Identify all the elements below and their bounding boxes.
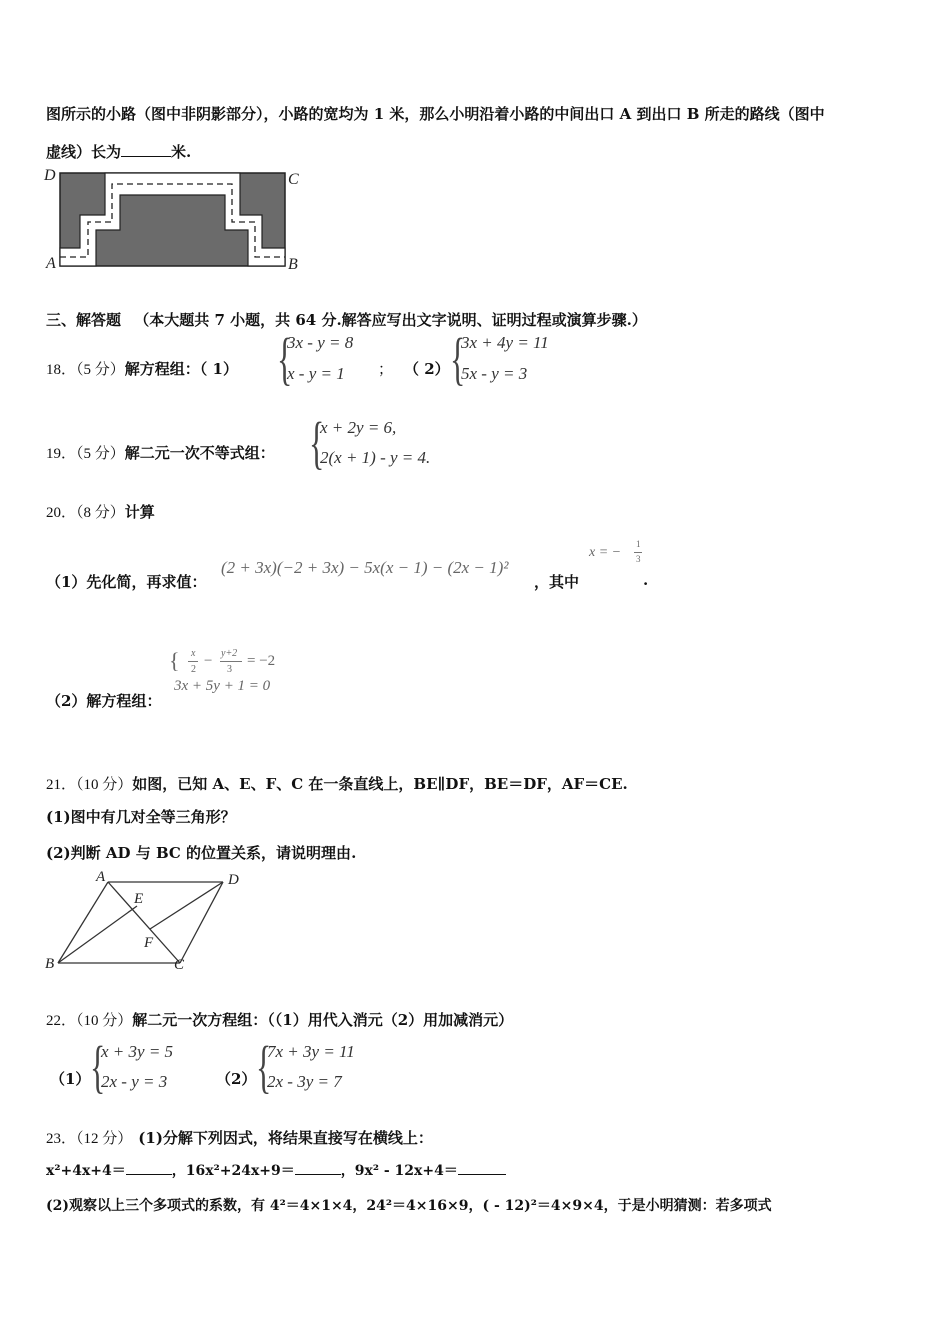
q19-score: （5 分）: [76, 446, 125, 462]
fig1-label-d: D: [44, 167, 56, 184]
q18-separator: ；: [378, 360, 394, 378]
parallelogram-figure: [40, 866, 255, 976]
q18-brace-1: {: [277, 326, 293, 391]
q19-eq2: 2(x + 1) - y = 4.: [320, 448, 431, 467]
intro-line-2-suffix: 米.: [171, 143, 192, 161]
q23-number: 23．: [46, 1131, 77, 1147]
q20-part1-label: （1）先化简，再求值：: [46, 573, 207, 591]
q22-score: （10 分）: [76, 1013, 133, 1029]
q23-blank-1: [126, 1160, 172, 1175]
q23-factor-2: ，16x²+24x+9＝: [171, 1163, 295, 1179]
q21-sub2: (2)判断 AD 与 BC 的位置关系，请说明理由.: [46, 844, 357, 862]
q18-stem: [46, 358, 238, 379]
q22-eq1a: x + 3y = 5: [101, 1042, 174, 1061]
q20-frac-den: 3: [636, 554, 641, 564]
q22-part1: （1）: [50, 1070, 91, 1088]
q20-part2-label: （2）解方程组：: [46, 692, 162, 710]
q19-label: 解二元一次不等式组：: [124, 444, 275, 462]
fig2-label-b: B: [45, 956, 55, 972]
path-figure: [40, 164, 310, 274]
fig2-label-c: C: [174, 957, 185, 973]
q22-eq1b: 2x - y = 3: [101, 1072, 168, 1091]
q20-part1-end: .: [643, 571, 649, 589]
q20-part1-where: ，其中: [534, 573, 580, 591]
q18-brace-2: {: [450, 326, 466, 391]
q22-eq2b: 2x - 3y = 7: [267, 1072, 342, 1091]
q18-eq1b: x - y = 1: [287, 364, 345, 383]
q18-number: 18．: [46, 362, 77, 378]
q20-p2-num2: y+2: [221, 648, 238, 659]
q20-p2-rhs: = −2: [247, 653, 276, 669]
q18-part1: （ 1）: [199, 360, 238, 378]
q22-part2: （2）: [216, 1070, 257, 1088]
q21-stem: [46, 773, 628, 794]
q19-eq1: x + 2y = 6,: [320, 418, 397, 437]
q23-blank-3: [458, 1160, 506, 1175]
q20-score: （8 分）: [76, 505, 125, 521]
q23-score: （12 分）: [76, 1131, 133, 1147]
q23-factor-3: ，9x² - 12x+4＝: [340, 1163, 458, 1179]
fig2-label-e: E: [134, 891, 144, 907]
fig2-label-d: D: [228, 872, 239, 888]
q21-score: （10 分）: [76, 777, 133, 793]
q19-brace: {: [309, 410, 325, 475]
q23-blank-2: [295, 1160, 341, 1175]
q18-eq2a: 3x + 4y = 11: [461, 333, 549, 352]
q20-frac-bar: [634, 552, 642, 553]
q18-label: 解方程组：: [124, 360, 200, 378]
q20-part1-x-value: [589, 545, 621, 561]
section-title: 三、解答题: [46, 311, 122, 329]
q18-score: （5 分）: [76, 362, 125, 378]
q20-x-eq: x = −: [589, 545, 622, 560]
q22-label: 解二元一次方程组：（（1）用代入消元（2）用加减消元）: [132, 1011, 514, 1029]
section-header: [46, 309, 647, 330]
q20-part2-brace: {: [169, 648, 180, 673]
q22-brace-2: {: [256, 1034, 272, 1099]
q20-p2-eq2: 3x + 5y + 1 = 0: [174, 678, 271, 694]
fig1-label-a: A: [46, 255, 56, 272]
fig1-label-b: B: [288, 256, 298, 273]
intro-line-2-prefix: 虚线）长为: [46, 143, 122, 161]
q22-stem: [46, 1009, 513, 1030]
intro-line-1: 图所示的小路（图中非阴影部分），小路的宽均为 1 米，那么小明沿着小路的中间出口 A 到出口 B 所走的路线（图中: [46, 105, 825, 123]
q23-sub2: (2)观察以上三个多项式的系数，有 4²＝4×1×4，24²＝4×16×9，( - 12)²＝4×9×4，于是小明猜测：若多项式: [46, 1198, 772, 1214]
answer-blank: [121, 142, 171, 157]
q18-eq1a: 3x - y = 8: [287, 333, 354, 352]
q21-number: 21．: [46, 777, 77, 793]
q21-text: 如图，已知 A、E、F、C 在一条直线上，BE∥DF，BE＝DF，AF＝CE.: [132, 775, 628, 793]
q19-stem: [46, 442, 275, 463]
q20-label: 计算: [124, 503, 155, 521]
q18-eq2b: 5x - y = 3: [461, 364, 528, 383]
q23-label: (1)分解下列因式，将结果直接写在横线上：: [138, 1129, 433, 1147]
q19-number: 19．: [46, 446, 77, 462]
fig2-label-a: A: [96, 869, 106, 885]
q20-p2-den1: 2: [191, 664, 196, 675]
q18-part2: （ 2）: [404, 360, 450, 378]
q20-p2-minus: −: [203, 653, 214, 669]
section-desc: （本大题共 7 小题，共 64 分.解答应写出文字说明、证明过程或演算步骤.）: [134, 311, 647, 329]
q20-number: 20．: [46, 505, 77, 521]
intro-line-2: [46, 141, 191, 162]
fig1-label-c: C: [288, 171, 299, 188]
q20-p2-bar1: [188, 661, 198, 662]
q20-stem: [46, 501, 155, 522]
fig2-label-f: F: [144, 935, 154, 951]
q20-p2-bar2: [220, 661, 242, 662]
q23-factor-1: x²+4x+4＝: [46, 1163, 126, 1179]
q22-brace-1: {: [90, 1034, 106, 1099]
q20-p2-den2: 3: [227, 664, 232, 675]
q22-number: 22．: [46, 1013, 77, 1029]
q23-factor-line: [46, 1160, 506, 1180]
q22-eq2a: 7x + 3y = 11: [267, 1042, 355, 1061]
q21-sub1: (1)图中有几对全等三角形？: [46, 808, 236, 826]
q20-p2-num1: x: [191, 648, 196, 659]
q20-frac-num: 1: [636, 539, 641, 549]
q20-part1-expression: (2 + 3x)(−2 + 3x) − 5x(x − 1) − (2x − 1)²: [221, 558, 509, 577]
q23-stem: [46, 1127, 433, 1148]
